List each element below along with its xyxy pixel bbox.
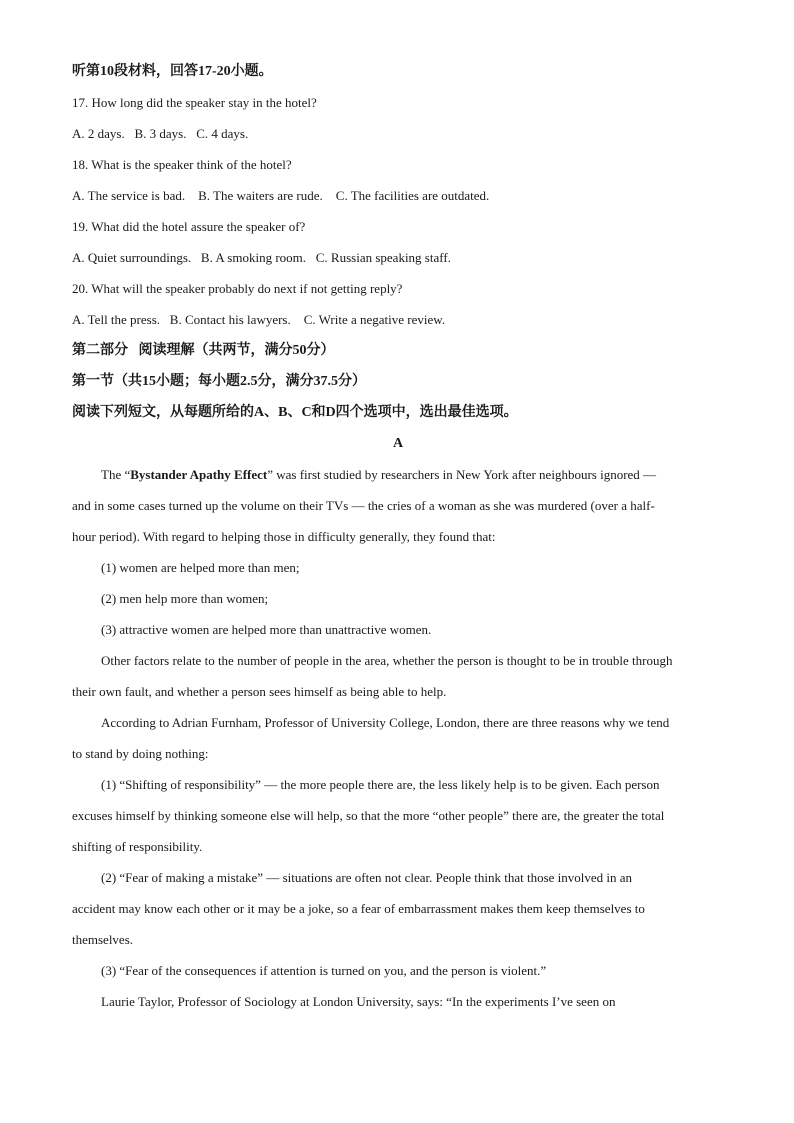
bystander-term: Bystander Apathy Effect [130,467,268,482]
reason-1-line-3: shifting of responsibility. [72,839,203,854]
passage-label: A [392,436,404,451]
reason-1-line-2: excuses himself by thinking someone else will help, so that the more “other people” there are, the greater the total [72,808,665,823]
question-19: 19. What did the hotel assure the speaker of? [72,219,306,234]
reason-3: (3) “Fear of the consequences if attention is turned on you, and the person is violent.” [101,963,547,978]
reading-instruction: 阅读下列短文，从每题所给的A、B、C和D四个选项中，选出最佳选项。 [72,405,518,420]
document-page [72,64,724,1025]
listening-heading: 听第10段材料，回答17-20小题。 [72,64,273,79]
options-20: A. Tell the press. B. Contact his lawyers. C. Write a negative review. [72,312,446,327]
finding-3: (3) attractive women are helped more than unattractive women. [101,622,432,637]
reason-2-line-3: themselves. [72,932,134,947]
reason-1-line-1: (1) “Shifting of responsibility” — the more people there are, the less likely help is to be given. Each person [101,777,660,792]
quote-open: The “ [101,467,131,482]
reading-section-title: 第一节（共15小题；每小题2.5分，满分37.5分） [72,374,366,389]
paragraph-2-line-1: Other factors relate to the number of people in the area, whether the person is thought to be in trouble through [101,653,673,668]
reason-2-line-2: accident may know each other or it may be a joke, so a fear of embarrassment makes them keep themselves to [72,901,645,916]
paragraph-1-line-2: and in some cases turned up the volume on their TVs — the cries of a woman as she was murdered (over a half- [72,498,655,513]
question-18: 18. What is the speaker think of the hotel? [72,157,292,172]
question-20: 20. What will the speaker probably do next if not getting reply? [72,281,403,296]
paragraph-1-line-1 [72,467,724,498]
paragraph-4-line-1: Laurie Taylor, Professor of Sociology at London University, says: “In the experiments I’ve seen on [101,994,616,1009]
paragraph-1-text: ” was first studied by researchers in New York after neighbours ignored — [267,467,657,482]
paragraph-1-line-3: hour period). With regard to helping those in difficulty generally, they found that: [72,529,496,544]
reason-2-line-1: (2) “Fear of making a mistake” — situations are often not clear. People think that those involved in an [101,870,633,885]
finding-2: (2) men help more than women; [101,591,269,606]
finding-1: (1) women are helped more than men; [101,560,300,575]
paragraph-2-line-2: their own fault, and whether a person sees himself as being able to help. [72,684,447,699]
options-17: A. 2 days. B. 3 days. C. 4 days. [72,126,249,141]
reading-part-title: 第二部分 阅读理解（共两节，满分50分） [72,343,335,358]
paragraph-3-line-1: According to Adrian Furnham, Professor of University College, London, there are three reasons why we tend [101,715,670,730]
question-17: 17. How long did the speaker stay in the hotel? [72,95,317,110]
options-18: A. The service is bad. B. The waiters are rude. C. The facilities are outdated. [72,188,490,203]
options-19: A. Quiet surroundings. B. A smoking room. C. Russian speaking staff. [72,250,451,265]
paragraph-3-line-2: to stand by doing nothing: [72,746,209,761]
